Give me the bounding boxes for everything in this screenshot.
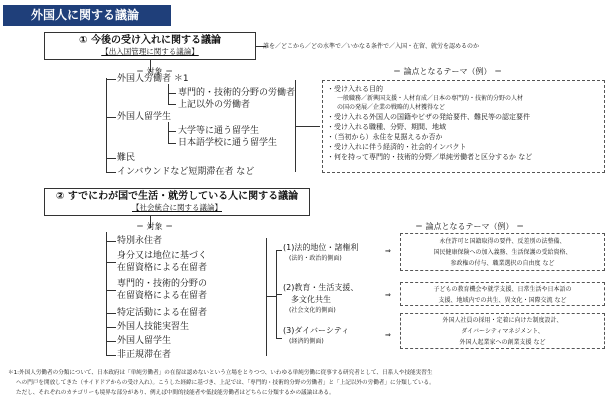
s1-theme-item: 一般職務／新興国支援・人材育成／日本の専門的・技術的分野の人材: [337, 95, 524, 102]
section1-target-label: ＝ 対象 ＝: [136, 67, 174, 76]
section1-heading: ① 今後の受け入れに関する議論: [79, 35, 221, 46]
s2-target-skilled-2: 在留資格による在留者: [117, 291, 208, 301]
theme-box-diversity: [400, 313, 605, 349]
aspect-diversity-title: (3)ダイバーシティ: [283, 326, 350, 335]
section1-side-note: 誰を／どこから／どの水準で／いかなる条件で／入国・在留、就労を認めるのか: [263, 43, 480, 50]
s1-target-university-students: 大学等に通う留学生: [178, 126, 260, 136]
s1-target-language-students: 日本語学校に通う留学生: [178, 138, 278, 148]
theme-line: 参政権の付与、職業選択の自由度 など: [450, 260, 555, 267]
s1-theme-item: ・受け入れに伴う経済的・社会的インパクト: [327, 143, 467, 151]
theme-box-legal: [400, 233, 605, 271]
section1-theme-label: ＝ 論点となるテーマ（例） ＝: [393, 67, 503, 76]
theme-line: 国民健康保険への加入義務、生活保護の受給資格、: [433, 249, 572, 256]
footnote-line: ただし、それぞれのカテゴリーも境界な部分があり、例えば中間的技能者や低技能労働者はどちらに分類するかの議論はある。: [16, 390, 335, 396]
s1-theme-item: ・（当初から）永住を見据えるか否か: [327, 133, 443, 141]
section2-target-label: ＝ 対象 ＝: [136, 222, 174, 231]
section2-header-box: [44, 188, 310, 216]
aspect-legal-sub: (法的・政治的側面): [289, 255, 342, 262]
s1-theme-item: ・何を持って専門的・技術的分野／単純労働者と区分するか など: [327, 153, 533, 161]
theme-line: ダイバーシティマネジメント、: [461, 328, 544, 335]
theme-line: 外国人社員の採用・定着に向けた制度設計、: [442, 317, 563, 324]
aspect-education-title2: 多文化共生: [291, 295, 331, 304]
s1-target-skilled: 専門的・技術的分野の労働者: [178, 88, 296, 98]
aspect-education-sub: (社会文化的側面): [289, 307, 336, 314]
s1-theme-item: ・受け入れる目的: [327, 85, 383, 93]
section2-theme-label: ＝ 論点となるテーマ（例） ＝: [415, 222, 525, 231]
s1-theme-item: ・受け入れる外国人の国籍やビザの発給要件、難民等の認定要件: [327, 113, 530, 121]
s2-target-skilled: 専門的・技術的分野の: [117, 279, 208, 289]
s1-theme-item: の国の発展／企業の戦略的人材獲得など: [337, 104, 446, 111]
theme-line: 外国人起業家への創業支援 など: [459, 339, 546, 346]
footnote-line: への門戸を開放してきた（サイドドアからの受け入れ）。こうした経緯に基づき、上記では、「専門的・技術的分野の労働者」と「上記以外の労働者」に分類している。: [16, 380, 435, 386]
s2-target-special-permanent: 特別永住者: [117, 236, 163, 246]
footnote: [8, 368, 606, 398]
section2-heading: ② すでにわが国で生活・就労している人に関する議論: [55, 191, 299, 202]
s2-target-status-based-2: 在留資格による在留者: [117, 263, 208, 273]
section2-subheading: 【社会統合に関する議論】: [132, 203, 222, 212]
arrow-icon: ⇒: [385, 247, 391, 255]
arrow-icon: ⇒: [385, 291, 391, 299]
s1-target-other-workers: 上記以外の労働者: [178, 100, 251, 110]
s1-theme-item: ・受け入れる職種、分野、期間、地域: [327, 123, 446, 131]
s2-target-irregular: 非正規滞在者: [117, 350, 172, 360]
aspect-education: [283, 282, 358, 315]
footnote-line: ＊1:外国人労働者の分類について、日本政府は「単純労働者」の在留は認めないという立場をとりつつ、いわゆる単純労働に従事する研究者として、日系人や技能実習生: [8, 370, 433, 376]
s1-target-short-stay: インバウンドなど短期滞在者 など: [117, 167, 255, 177]
page-title: 外国人に関する議論: [3, 5, 171, 26]
s1-target-foreign-workers: 外国人労働者 ＊1: [117, 74, 189, 84]
aspect-diversity: [283, 325, 349, 346]
theme-line: 子どもの教育機会や就学支援、日常生活や日本語の: [433, 286, 572, 293]
section1-themes-box: [322, 80, 605, 173]
aspect-education-title: (2)教育・生活支援、: [283, 283, 359, 292]
aspect-legal: [283, 242, 358, 263]
arrow-icon: ⇒: [385, 331, 391, 339]
s2-target-designated-activities: 特定活動による在留者: [117, 308, 208, 318]
theme-box-education: [400, 282, 605, 306]
theme-line: 永住許可と国籍取得の要件、反差別の法整備、: [439, 238, 566, 245]
aspect-diversity-sub: (経済的側面): [289, 338, 324, 345]
s2-target-trainees: 外国人技能実習生: [117, 322, 190, 332]
s1-target-students: 外国人留学生: [117, 112, 172, 122]
s1-target-refugees: 難民: [117, 153, 136, 163]
s2-target-students: 外国人留学生: [117, 336, 172, 346]
theme-line: 支援、地域内での共生、異文化・国際交流 など: [438, 297, 567, 304]
s2-target-status-based: 身分又は地位に基づく: [117, 251, 208, 261]
aspect-legal-title: (1)法的地位・諸権利: [283, 243, 359, 252]
section1-subheading: 【出入国管理に関する議論】: [101, 47, 199, 56]
section1-header-box: [44, 32, 256, 60]
